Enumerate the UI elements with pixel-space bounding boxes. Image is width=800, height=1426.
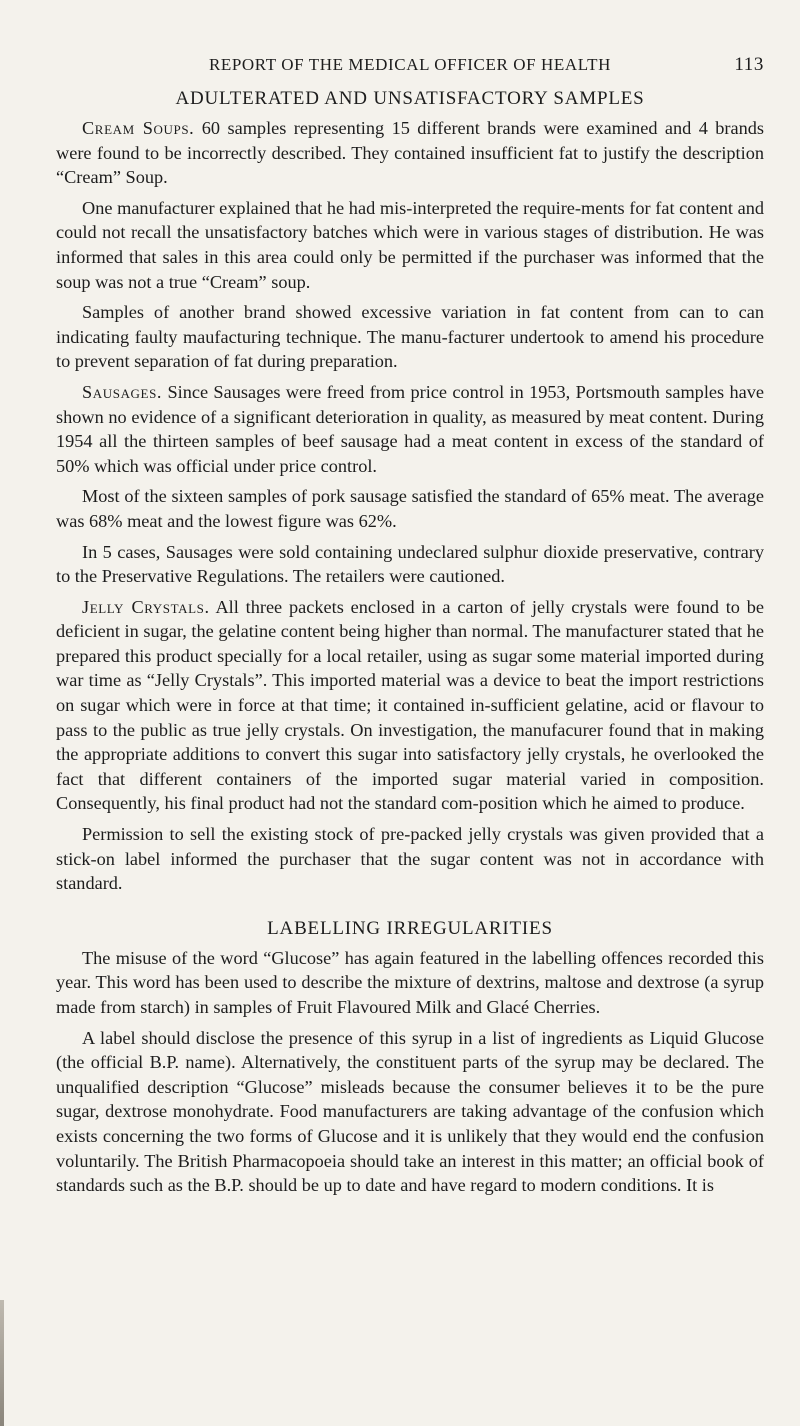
subheading-cream-soups: Cream Soups. [82, 118, 195, 138]
subheading-sausages: Sausages. [82, 381, 163, 402]
paragraph: Samples of another brand showed excessive variation in fat content from can to can indicating faulty maufacturing technique. The manu-facturer undertook to amend his procedure to prevent separation of fat during preparation. [56, 302, 764, 372]
paragraph: Permission to sell the existing stock of pre-packed jelly crystals was given provided that a stick-on label informed the purchaser that the sugar content was not in accordance with standard. [56, 824, 764, 894]
paragraph: One manufacturer explained that he had mis-interpreted the require-ments for fat content and could not recall the unsatisfactory batches which were in various stages of distribution. He was informed that sales in this area could only be permitted if the purchaser was informed that the soup was not a true “Cream” soup. [56, 197, 764, 292]
paragraph: In 5 cases, Sausages were sold containing undeclared sulphur dioxide preservative, contrary to the Preservative Regulations. The retailers were cautioned. [56, 541, 764, 587]
section-heading-adulterated-samples: ADULTERATED AND UNSATISFACTORY SAMPLES [175, 88, 645, 109]
paragraph-sausages: Sausages. Since Sausages were freed from price control in 1953, Portsmouth samples have shown no evidence of a significant deterioration in quality, as measured by meat content. During 1954 all the thirteen samples of beef sausage had a meat content in excess of the standard of 50% which was official under price control. [56, 381, 764, 476]
paragraph: The misuse of the word “Glucose” has again featured in the labelling offences recorded this year. This word has been used to describe the mixture of dextrins, maltose and dextrose (a syrup made from starch) in samples of Fruit Flavoured Milk and Glacé Cherries. [56, 947, 764, 1017]
paragraph: Most of the sixteen samples of pork sausage satisfied the standard of 65% meat. The average was 68% meat and the lowest figure was 62%. [56, 486, 764, 531]
section-heading-labelling-irregularities: LABELLING IRREGULARITIES [267, 917, 553, 939]
document-page [56, 52, 764, 1204]
subheading-jelly-crystals: Jelly Crystals. [82, 596, 210, 617]
scan-edge-shadow [0, 1300, 4, 1426]
page-number: 113 [734, 54, 764, 75]
paragraph-jelly-crystals: Jelly Crystals. All three packets enclosed in a carton of jelly crystals were found to be deficient in sugar, the gelatine content being higher than normal. The manufacturer stated that he prepared this product specially for a local retailer, using as sugar some material imported during war time as “Jelly Crystals”. This imported material was a device to beat the import restrictions on sugar which were in force at that time; it contained in-sufficient gelatine, acid or flavour to pass to the public as true jelly crystals. On investigation, the manufacurer found that in making the appropriate additions to convert this sugar into satisfactory jelly crystals, he overlooked the fact that different containers of the imported sugar material varied in composition. Consequently, his final product had not the standard com-position which he aimed to produce. [56, 596, 764, 814]
paragraph: A label should disclose the presence of this syrup in a list of ingredients as Liquid Glucose (the official B.P. name). Alternatively, the constituent parts of the syrup may be declared. The unqualified description “Glucose” misleads because the consumer believes it to be the pure sugar, dextrose monohydrate. Food manufacturers are taking advantage of the confusion which exists concerning the two forms of Glucose and it is unlikely that they would end the confusion voluntarily. The British Pharmacopoeia should take an interest in this matter; an official book of standards such as the B.P. should be up to date and have regard to modern conditions. It is [56, 1027, 764, 1196]
running-header [56, 52, 764, 78]
report-title: REPORT OF THE MEDICAL OFFICER OF HEALTH [208, 55, 612, 74]
paragraph-cream-soups: Cream Soups. 60 samples representing 15 different brands were examined and 4 brands were found to be incorrectly described. They contained insufficient fat to justify the description “Cream” Soup. [56, 118, 765, 188]
